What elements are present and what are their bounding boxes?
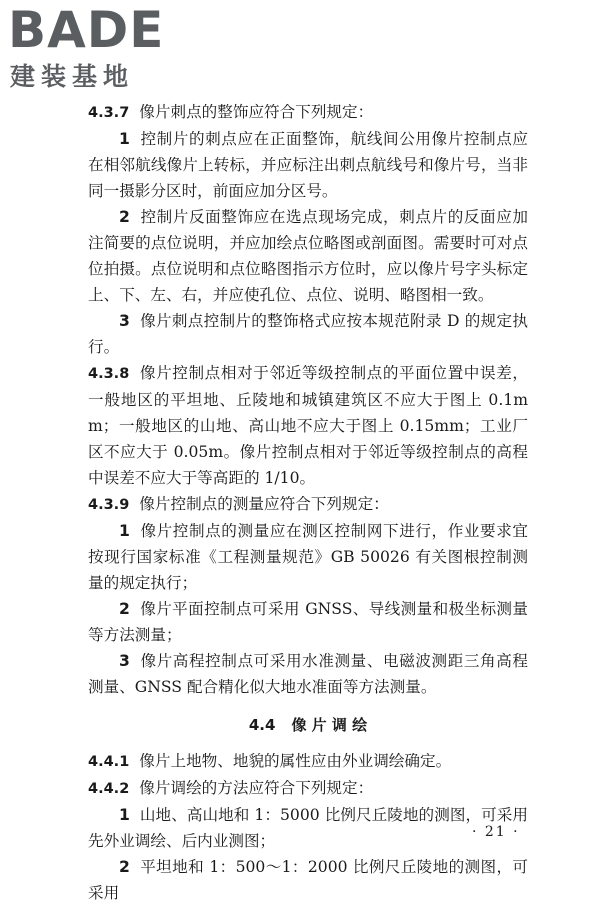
clause-item xyxy=(88,126,528,204)
clause-text: 像片上地物、地貌的属性应由外业调绘确定。 xyxy=(139,752,452,770)
clause-text: 像片调绘的方法应符合下列规定： xyxy=(139,779,374,797)
section-title: 像 片 调 绘 xyxy=(291,716,368,734)
item-text: 像片高程控制点可采用水准测量、电磁波测距三角高程测量、GNSS 配合精化似大地水准面等方法测量。 xyxy=(88,652,528,696)
item-number: 1 xyxy=(119,130,130,148)
item-number: 2 xyxy=(119,208,130,226)
clause-4-4-1 xyxy=(88,748,528,775)
logo-wordmark: BADE xyxy=(8,1,165,59)
item-text: 平坦地和 1：500～1：2000 比例尺丘陵地的测图，可采用 xyxy=(88,858,528,902)
clause-text: 像片控制点相对于邻近等级控制点的平面位置中误差，一般地区的平坦地、丘陵地和城镇建筑区不应大于图上 0.1mm；一般地区的山地、高山地不应大于图上 0.15mm；工业厂区不应大于 0.05m。像片控制点相对于邻近等级控制点的高程中误差不应大于等高距的 1/10。 xyxy=(88,364,528,487)
clause-item xyxy=(88,854,528,906)
section-number: 4.4 xyxy=(248,716,276,734)
clause-number: 4.3.9 xyxy=(88,497,130,513)
item-number: 1 xyxy=(119,522,130,540)
logo-subtitle: 建装基地 xyxy=(10,62,135,91)
item-text: 控制片反面整饰应在选点现场完成，刺点片的反面应加注简要的点位说明，并应加绘点位略图或剖面图。需要时可对点位拍摄。点位说明和点位略图指示方位时，应以像片号字头标定上、下、左、右，并应使孔位、点位、说明、略图相一致。 xyxy=(88,208,528,304)
clause-item xyxy=(88,518,528,596)
clause-number: 4.4.1 xyxy=(88,754,130,770)
section-heading-4-4 xyxy=(88,712,528,738)
document-body xyxy=(88,99,528,906)
clause-4-3-8 xyxy=(88,360,528,491)
clause-4-3-7 xyxy=(88,99,528,126)
clause-number: 4.3.8 xyxy=(88,366,130,382)
item-text: 控制片的刺点应在正面整饰，航线间公用像片控制点应在相邻航线像片上转标，并应标注出刺点航线号和像片号，当非同一摄影分区时，前面应加分区号。 xyxy=(88,130,528,200)
item-text: 像片平面控制点可采用 GNSS、导线测量和极坐标测量等方法测量； xyxy=(88,600,528,644)
item-number: 2 xyxy=(119,858,130,876)
clause-item xyxy=(88,648,528,700)
clause-number: 4.4.2 xyxy=(88,781,130,797)
clause-item xyxy=(88,802,528,854)
item-text: 山地、高山地和 1：5000 比例尺丘陵地的测图，可采用先外业调绘、后内业测图； xyxy=(88,806,528,850)
item-number: 3 xyxy=(119,652,130,670)
item-text: 像片刺点控制片的整饰格式应按本规范附录 D 的规定执行。 xyxy=(88,312,528,356)
clause-4-3-9 xyxy=(88,491,528,518)
item-number: 2 xyxy=(119,600,130,618)
clause-number: 4.3.7 xyxy=(88,105,130,121)
clause-item xyxy=(88,308,528,360)
item-text: 像片控制点的测量应在测区控制网下进行，作业要求宜按现行国家标准《工程测量规范》GB 50026 有关图根控制测量的规定执行； xyxy=(88,522,528,592)
item-number: 1 xyxy=(119,806,130,824)
clause-item xyxy=(88,596,528,648)
bade-logo xyxy=(8,1,178,96)
page-number: · 21 · xyxy=(472,824,520,840)
clause-4-4-2 xyxy=(88,775,528,802)
clause-text: 像片控制点的测量应符合下列规定： xyxy=(139,495,389,513)
item-number: 3 xyxy=(119,312,130,330)
clause-item xyxy=(88,204,528,308)
clause-text: 像片刺点的整饰应符合下列规定： xyxy=(139,103,374,121)
